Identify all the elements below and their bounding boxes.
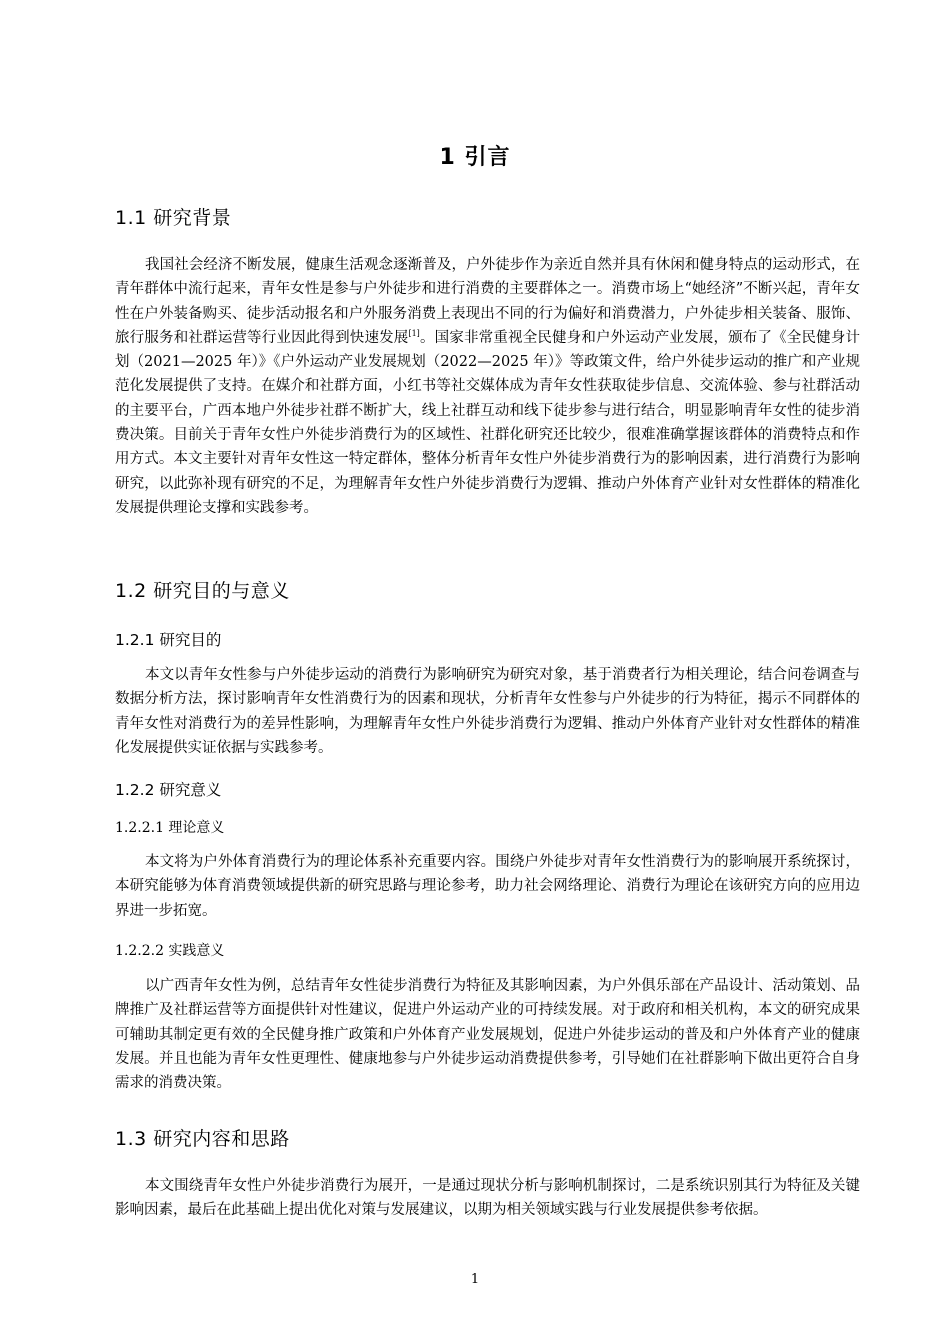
section-heading-1-2: 1.2 研究目的与意义 — [115, 580, 290, 602]
section-heading-1-2-2: 1.2.2 研究意义 — [115, 781, 222, 799]
chapter-title: 1 引言 — [439, 145, 511, 170]
section-1-1-paragraph — [115, 253, 860, 520]
section-1-3-paragraph: 本文围绕青年女性户外徒步消费行为展开，一是通过现状分析与影响机制探讨，二是系统识别其行为特征及关键影响因素，最后在此基础上提出优化对策与发展建议，以期为相关领域实践与行业发展提供参考依据。 — [115, 1178, 860, 1219]
citation-reference[interactable]: [1] — [408, 329, 420, 339]
section-1-2-2-1-paragraph: 本文将为户外体育消费行为的理论体系补充重要内容。围绕户外徒步对青年女性消费行为的影响展开系统探讨，本研究能够为体育消费领域提供新的研究思路与理论参考，助力社会网络理论、消费行为理论在该研究方向的应用边界进一步拓宽。 — [115, 854, 860, 919]
paragraph-text-part-2: 。国家非常重视全民健身和户外运动产业发展，颁布了《全民健身计划（2021—2025 年）》《户外运动产业发展规划（2022—2025 年）》等政策文件，给户外徒步运动的推广和产业规范化发展提供了支持。在媒介和社群方面，小红书等社交媒体成为青年女性获取徒步信息、交流体验、参与社群活动的主要平台，广西本地户外徒步社群不断扩大，线上社群互动和线下徒步参与进行结合，明显影响青年女性的徒步消费决策。目前关于青年女性户外徒步消费行为的区域性、社群化研究还比较少，很难准确掌握该群体的消费特点和作用方式。本文主要针对青年女性这一特定群体，整体分析青年女性户外徒步消费行为的影响因素，进行消费行为影响研究，以此弥补现有研究的不足，为理解青年女性户外徒步消费行为逻辑、推动户外体育产业针对女性群体的精准化发展提供理论支撑和实践参考。 — [115, 329, 861, 516]
section-heading-1-3: 1.3 研究内容和思路 — [115, 1128, 290, 1150]
section-heading-1-2-2-2: 1.2.2.2 实践意义 — [115, 943, 225, 959]
paragraph-text-part-1: 我国社会经济不断发展，健康生活观念逐渐普及，户外徒步作为亲近自然并具有休闲和健身特点的运动形式，在青年群体中流行起来，青年女性是参与户外徒步和进行消费的主要群体之一。消费市场上“她经济”不断兴起，青年女性在户外装备购买、徒步活动报名和户外服务消费上表现出不同的行为偏好和消费潜力，户外徒步相关装备、服饰、旅行服务和社群运营等行业因此得到快速发展 — [115, 257, 860, 346]
section-heading-1-2-2-1: 1.2.2.1 理论意义 — [115, 820, 225, 836]
section-1-2-1-paragraph: 本文以青年女性参与户外徒步运动的消费行为影响研究为研究对象，基于消费者行为相关理论，结合问卷调查与数据分析方法，探讨影响青年女性消费行为的因素和现状，分析青年女性参与户外徒步的行为特征，揭示不同群体的青年女性对消费行为的差异性影响，为理解青年女性户外徒步消费行为逻辑、推动户外体育产业针对女性群体的精准化发展提供实证依据与实践参考。 — [115, 667, 860, 756]
section-heading-1-1: 1.1 研究背景 — [115, 207, 232, 229]
section-1-2-2-2-paragraph: 以广西青年女性为例，总结青年女性徒步消费行为特征及其影响因素，为户外俱乐部在产品设计、活动策划、品牌推广及社群运营等方面提供针对性建议，促进户外运动产业的可持续发展。对于政府和相关机构，本文的研究成果可辅助其制定更有效的全民健身推广政策和户外体育产业发展规划，促进户外徒步运动的普及和户外体育产业的健康发展。并且也能为青年女性更理性、健康地参与户外徒步运动消费提供参考，引导她们在社群影响下做出更符合自身需求的消费决策。 — [115, 978, 860, 1092]
section-heading-1-2-1: 1.2.1 研究目的 — [115, 631, 222, 649]
page-number: 1 — [470, 1272, 480, 1287]
